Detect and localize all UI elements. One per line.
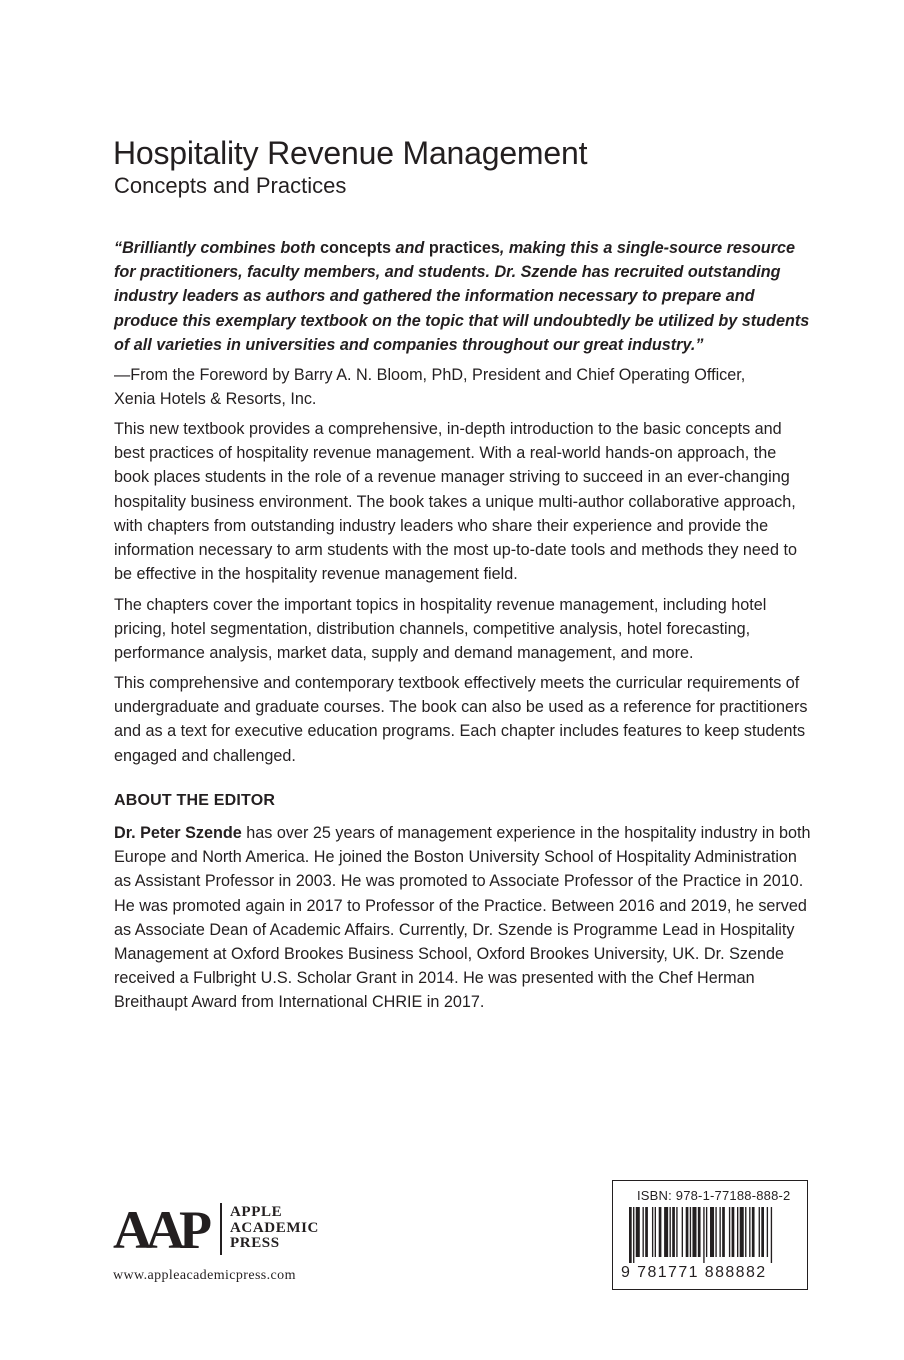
quote-and: and [391,239,429,257]
barcode-bar [655,1207,656,1257]
barcode-icon [621,1207,801,1263]
quote-part-2: , making this a single-source resource for practitioners, faculty members, and students. Dr. Szende has recruited outstanding industry leaders as authors and gathered the information necessary to prepare and produce this exemplary textbook on the topic that will undoubtedly be utilized by students of all varieties in universities and companies throughout our great industry.” [114,239,810,354]
barcode-bar [686,1207,689,1257]
barcode-bar [745,1207,746,1257]
barcode-bar [645,1207,648,1257]
barcode-bar [767,1207,768,1257]
barcode-bar [706,1207,707,1257]
description-paragraph-1: This new textbook provides a comprehensive, in-depth introduction to the basic concepts and best practices of hospitality revenue management. With a real-world hands-on approach, the book places students in the role of a revenue manager striving to succeed in an ever-changing hospitality business environment. The book takes a unique multi-author collaborative approach, with chapters from outstanding industry leaders who share their experience and provide the information necessary to arm students with the most up-to-date tools and methods they need to be effective in the hospitality revenue management field. [114,420,797,584]
barcode-bar [672,1207,675,1257]
barcode-bar [732,1207,735,1257]
barcode-bar [670,1207,671,1257]
description-paragraph-3: This comprehensive and contemporary textbook effectively meets the curricular requirements of undergraduate and graduate courses. The book can also be used as a reference for practitioners and as a text for executive education programs. Each chapter includes features to keep students engaged and challenged. [114,674,808,765]
barcode-bar [629,1207,632,1263]
logo-divider [220,1203,222,1255]
logo-line-1: APPLE [230,1204,283,1220]
barcode-bar [719,1207,720,1257]
barcode-bar [737,1207,738,1257]
barcode-bar [729,1207,730,1257]
barcode-bar [698,1207,701,1257]
barcode-bar [633,1207,634,1263]
barcode-bar [690,1207,691,1257]
barcode-bar [752,1207,755,1257]
barcode-bar [715,1207,716,1257]
quote-concepts: concepts [319,239,392,257]
barcode-bar [740,1207,744,1257]
quote-practices: practices [428,239,500,257]
barcode-bar [692,1207,696,1257]
aap-logo-mark: AAP [113,1200,206,1260]
about-editor-heading: ABOUT THE EDITOR [114,792,276,809]
barcode-bar [636,1207,640,1257]
barcode-bar [682,1207,683,1257]
barcode-bar [759,1207,760,1257]
book-subtitle: Concepts and Practices [114,173,347,198]
quote-attribution [114,363,814,411]
barcode-bar [659,1207,662,1257]
editor-bio [114,821,814,1015]
editor-bio-text: has over 25 years of management experience in the hospitality industry in both Europe and North America. He joined the Boston University School of Hospitality Administration as Assistant Professor in 2003. He was promoted to Associate Professor of the Practice in 2010. He was promoted again in 2017 to Professor of the Practice. Between 2016 and 2019, he served as Associate Dean of Academic Affairs. Currently, Dr. Szende is Programme Lead in Hospitality Management at Oxford Brookes Business School, Oxford Brookes University, UK. Dr. Szende received a Fulbright U.S. Scholar Grant in 2014. He was presented with the Chef Herman Breithaupt Award from International CHRIE in 2017. [114,824,811,1012]
barcode-bar [652,1207,653,1257]
book-title: Hospitality Revenue Management [113,135,588,171]
barcode-bar [722,1207,725,1257]
attribution-line-1: —From the Foreword by Barry A. N. Bloom, PhD, President and Chief Operating Officer, [114,366,746,384]
logo-line-3: PRESS [230,1235,280,1251]
barcode-bar [643,1207,644,1257]
publisher-website: www.appleacademicpress.com [113,1268,296,1283]
isbn-barcode-box [612,1180,808,1290]
isbn-label: ISBN: 978-1-77188-888-2 [637,1188,791,1203]
foreword-quote [114,236,814,357]
barcode-bar [771,1207,772,1263]
barcode-bar [676,1207,677,1257]
barcode-digits: 9 781771 888882 [621,1264,767,1281]
quote-part-1: “Brilliantly combines both [114,239,320,257]
attribution-line-2: Xenia Hotels & Resorts, Inc. [114,390,317,409]
barcode-bar [761,1207,764,1257]
barcode-bar [710,1207,714,1257]
barcode-bar [703,1207,704,1263]
description-paragraph-2: The chapters cover the important topics in hospitality revenue management, including hotel pricing, hotel segmentation, distribution channels, competitive analysis, hotel forecasting, performance analysis, market data, supply and demand management, and more. [114,596,767,663]
logo-wordmark [230,1205,319,1252]
barcode-bar [664,1207,668,1257]
barcode-bar [749,1207,750,1257]
logo-line-2: ACADEMIC [230,1219,319,1236]
editor-name: Dr. Peter Szende [114,824,242,842]
